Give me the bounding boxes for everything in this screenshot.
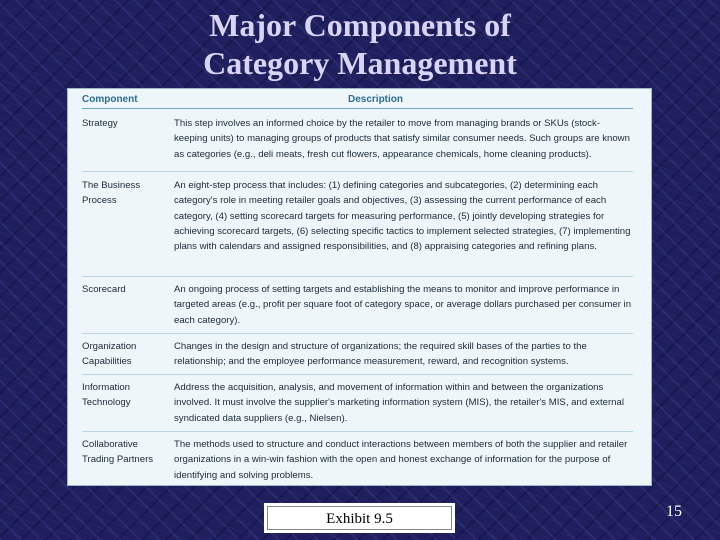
row-component: Strategy: [82, 118, 118, 129]
slide-title-line-1: Major Components of: [209, 7, 511, 43]
table-row: [82, 277, 633, 334]
row-description: An ongoing process of setting targets and establishing the means to monitor and improve performance in targeted areas (e.g., profit per square foot of category space, or average dollars purchased per consumer in each category).: [174, 284, 632, 326]
row-component: Collaborative Trading Partners: [82, 439, 154, 466]
row-component: Organization Capabilities: [82, 341, 137, 368]
exhibit-caption-box: [264, 503, 455, 533]
table-row: [82, 375, 633, 432]
row-description: Address the acquisition, analysis, and movement of information within and between the organizations involved. It must involve the supplier's marketing information system (MIS), the retailer's MIS, and external syndicated data suppliers (e.g., Nielsen).: [174, 382, 624, 424]
table-row: [82, 334, 633, 375]
table-row: [82, 172, 633, 277]
header-component: Component: [82, 94, 138, 105]
page-number: 15: [666, 503, 682, 520]
row-description: An eight-step process that includes: (1) defining categories and subcategories, (2) determining each category's role in meeting retailer goals and objectives, (3) assessing the current performance of each category, (4) setting scorecard targets for measuring performance, (5) jointly developing strategies for achieving scorecard targets, (6) selecting specific tactics to implement selected strategies, (7) implementing plans with calendars and assigned responsibilities, and (8) appraising categories and refining plans.: [174, 180, 631, 253]
table-header: [82, 92, 633, 109]
table-row: [82, 432, 633, 487]
row-component: Information Technology: [82, 382, 131, 409]
exhibit-caption: Exhibit 9.5: [267, 506, 452, 530]
slide-title: [0, 6, 720, 82]
table-row: [82, 109, 633, 172]
row-description: The methods used to structure and conduct interactions between members of both the supplier and retailer organizations in a win-win fashion with the open and honest exchange of information for the purpose of identifying and solving problems.: [174, 439, 628, 481]
exhibit-panel: [67, 88, 652, 486]
exhibit-table: [82, 92, 633, 487]
slide-title-line-2: Category Management: [203, 45, 517, 81]
row-description: Changes in the design and structure of organizations; the required skill bases of the parties to the relationship; and the employee performance measurement, reward, and recognition systems.: [174, 341, 587, 368]
row-component: The Business Process: [82, 180, 141, 207]
header-description: Description: [348, 94, 404, 105]
row-description: This step involves an informed choice by the retailer to move from managing brands or SKUs (stock-keeping units) to managing groups of products that satisfy similar consumer needs. Such groups are known as categories (e.g., deli meats, fresh cut flowers, appearance chemicals, home cleaning products).: [174, 118, 630, 160]
row-component: Scorecard: [82, 284, 126, 295]
